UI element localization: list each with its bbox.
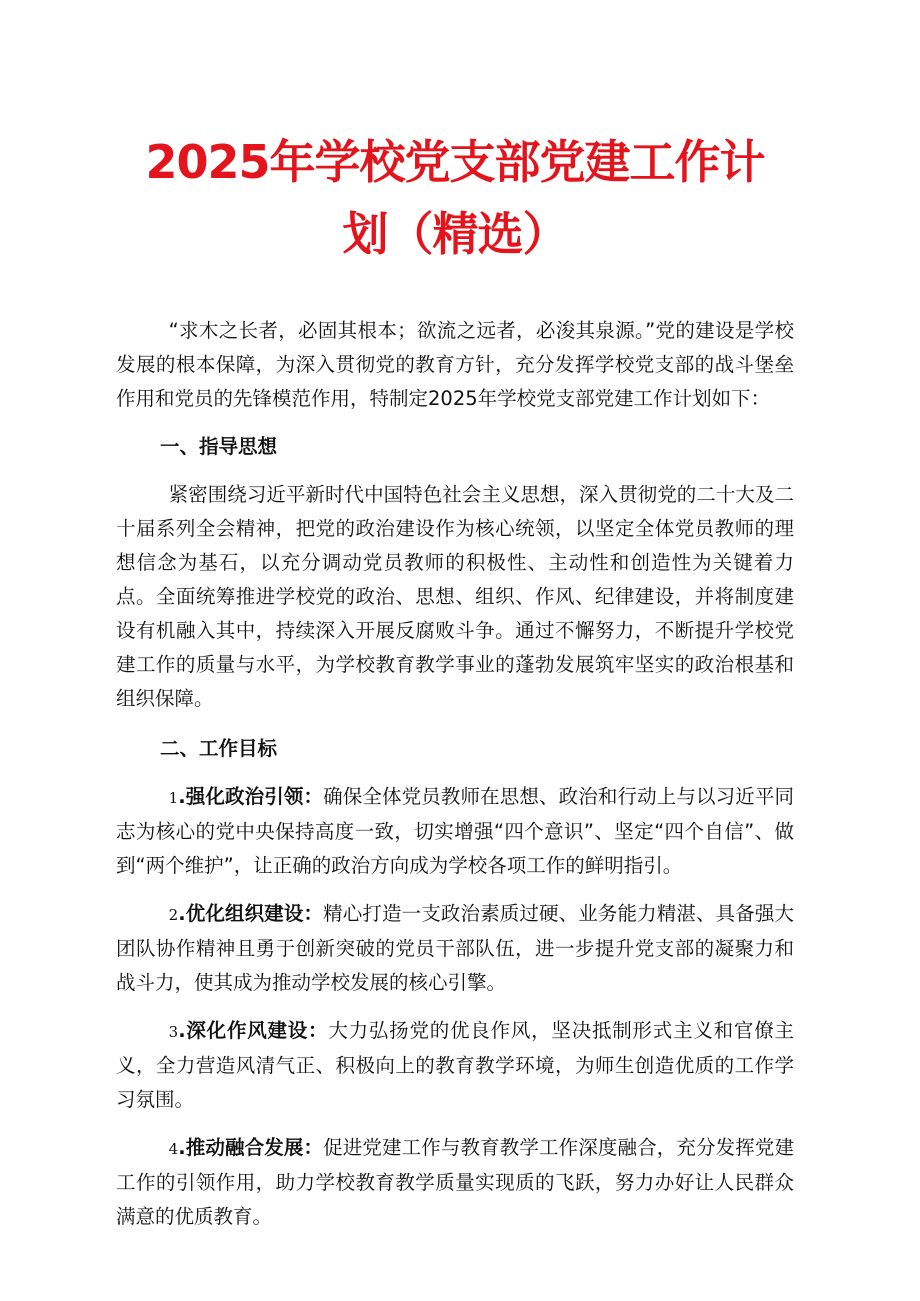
goal-number: 2 — [168, 906, 179, 924]
goal-item-3: 3.深化作风建设：大力弘扬党的优良作风，坚决抵制形式主义和官僚主义，全力营造风清气正、积极向上的教育教学环境，为师生创造优质的工作学习氛围。 — [116, 1019, 794, 1111]
goal-label: 优化组织建设： — [185, 902, 324, 925]
goal-label: 推动融合发展： — [185, 1136, 324, 1159]
goal-number: 4 — [168, 1140, 179, 1158]
document-title — [116, 0, 794, 268]
goal-label: 强化政治引领： — [185, 785, 324, 808]
goal-text: 确保全体党员教师在思想、政治和行动上与以习近平同志为核心的党中央保持高度一致，切实增强“四个意识”、坚定“四个自信”、做到“两个维护”，让正确的政治方向成为学校各项工作的鲜明指引。 — [116, 785, 794, 877]
goal-item-4: 4.推动融合发展：促进党建工作与教育教学工作深度融合，充分发挥党建工作的引领作用，助力学校教育教学质量实现质的飞跃，努力办好让人民群众满意的优质教育。 — [116, 1136, 794, 1228]
section-heading-work-goals: 二、工作目标 — [160, 737, 278, 760]
intro-paragraph: “求木之长者，必固其根本；欲流之远者，必浚其泉源。”党的建设是学校发展的根本保障，为深入贯彻党的教育方针，充分发挥学校党支部的战斗堡垒作用和党员的先锋模范作用，特制定2025年学校党支部党建工作计划如下： — [116, 319, 794, 410]
goal-item-2: 2.优化组织建设：精心打造一支政治素质过硬、业务能力精湛、具备强大团队协作精神且勇于创新突破的党员干部队伍，进一步提升党支部的凝聚力和战斗力，使其成为推动学校发展的核心引擎。 — [116, 902, 794, 994]
goal-text: 大力弘扬党的优良作风，坚决抵制形式主义和官僚主义，全力营造风清气正、积极向上的教育教学环境，为师生创造优质的工作学习氛围。 — [116, 1019, 794, 1111]
goal-text: 促进党建工作与教育教学工作深度融合，充分发挥党建工作的引领作用，助力学校教育教学质量实现质的飞跃，努力办好让人民群众满意的优质教育。 — [116, 1136, 794, 1228]
title-line-2: 划（精选） — [342, 207, 568, 261]
goal-item-1: 1.强化政治引领：确保全体党员教师在思想、政治和行动上与以习近平同志为核心的党中央保持高度一致，切实增强“四个意识”、坚定“四个自信”、做到“两个维护”，让正确的政治方向成为学校各项工作的鲜明指引。 — [116, 785, 794, 877]
goal-label: 深化作风建设： — [185, 1019, 329, 1042]
title-line-1: 2025年学校党支部党建工作计 — [145, 135, 765, 189]
guiding-ideology-paragraph: 紧密围绕习近平新时代中国特色社会主义思想，深入贯彻党的二十大及二十届系列全会精神，把党的政治建设作为核心统领，以坚定全体党员教师的理想信念为基石，以充分调动党员教师的积极性、主动性和创造性为关键着力点。全面统筹推进学校党的政治、思想、组织、作风、纪律建设，并将制度建设有机融入其中，持续深入开展反腐败斗争。通过不懈努力，不断提升学校党建工作的质量与水平，为学校教育教学事业的蓬勃发展筑牢坚实的政治根基和组织保障。 — [116, 483, 794, 710]
goal-number: 3 — [168, 1023, 179, 1041]
goal-text: 精心打造一支政治素质过硬、业务能力精湛、具备强大团队协作精神且勇于创新突破的党员干部队伍，进一步提升党支部的凝聚力和战斗力，使其成为推动学校发展的核心引擎。 — [116, 902, 794, 994]
goal-number: 1 — [168, 789, 179, 807]
section-heading-guiding-ideology: 一、指导思想 — [160, 435, 278, 458]
